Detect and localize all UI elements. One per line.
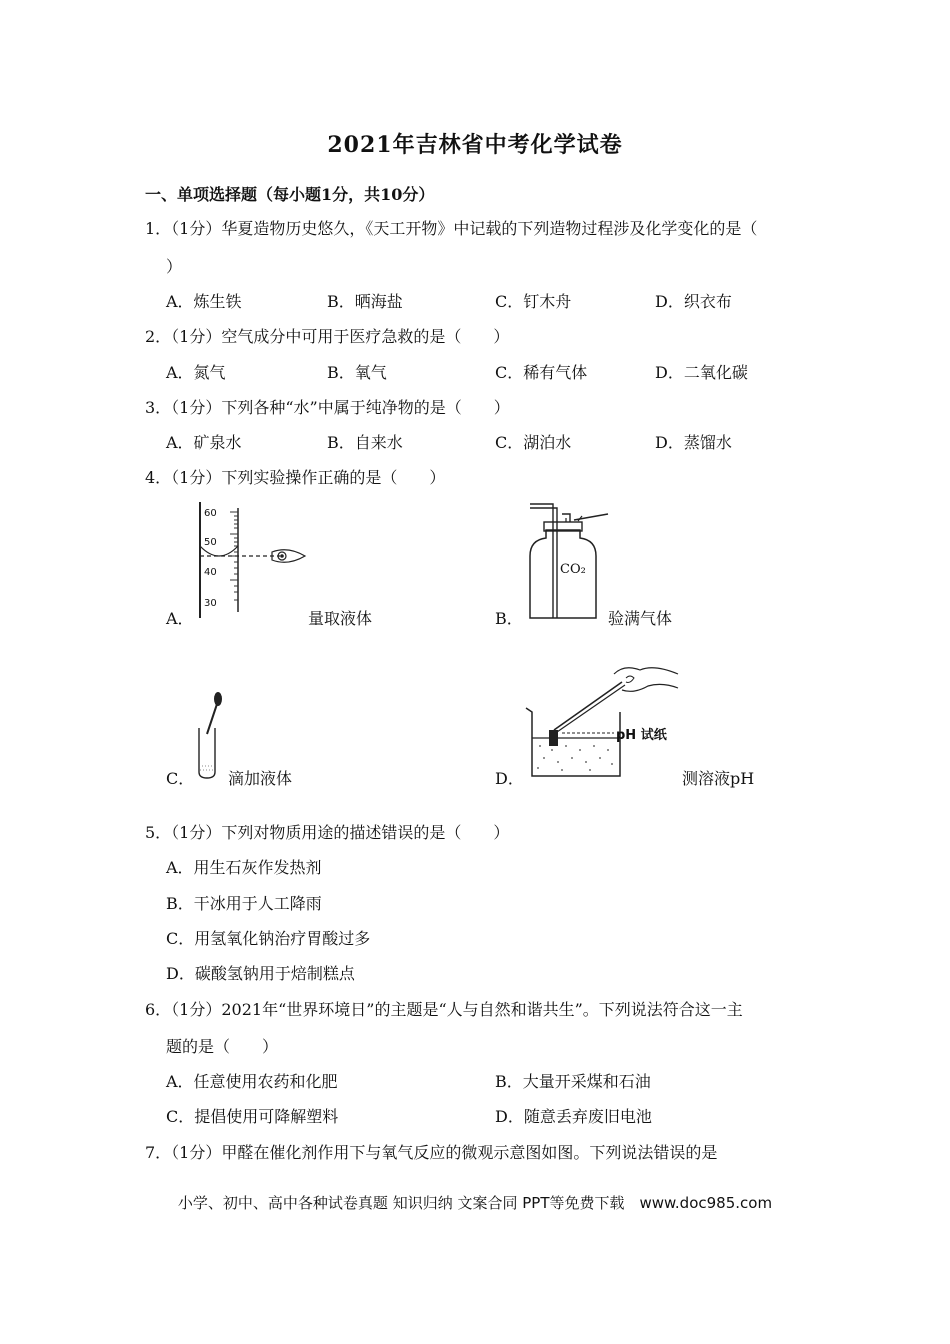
q6-option-d: D．随意丢弃废旧电池 <box>495 1107 652 1126</box>
cylinder-tick-30: 30 <box>204 598 217 609</box>
cylinder-tick-60: 60 <box>204 508 217 519</box>
question-4-text: 4．（1分）下列实验操作正确的是（ ） <box>145 468 446 487</box>
question-1-text: 1．（1分）华夏造物历史悠久，《天工开物》中记载的下列造物过程涉及化学变化的是（ <box>145 219 758 238</box>
q2-option-d: D．二氧化碳 <box>655 363 748 382</box>
q5-option-b: B．干冰用于人工降雨 <box>166 894 322 913</box>
cylinder-tick-50: 50 <box>204 537 217 548</box>
q4-option-d-letter: D． <box>495 769 524 788</box>
q3-option-b: B．自来水 <box>327 433 403 452</box>
q1-option-c: C．钉木舟 <box>495 292 572 311</box>
q4-option-a-letter: A． <box>166 609 194 628</box>
q1-option-b: B．晒海盐 <box>327 292 403 311</box>
q6-option-b: B．大量开采煤和石油 <box>495 1072 651 1091</box>
q1-option-a: A．炼生铁 <box>166 292 242 311</box>
q2-option-b: B．氧气 <box>327 363 387 382</box>
question-1-text-cont: ） <box>166 257 183 276</box>
q4-option-c-caption: 滴加液体 <box>228 769 293 788</box>
q4-option-d-caption: 测溶液pH <box>682 769 755 788</box>
q6-option-c: C．提倡使用可降解塑料 <box>166 1107 339 1126</box>
question-6-text-cont: 题的是（ ） <box>166 1037 279 1056</box>
cylinder-tick-40: 40 <box>204 567 217 578</box>
question-7-text: 7．（1分）甲醛在催化剂作用下与氧气反应的微观示意图如图。下列说法错误的是 <box>145 1143 718 1162</box>
q3-option-a: A．矿泉水 <box>166 433 242 452</box>
q4-option-a-caption: 量取液体 <box>308 609 373 628</box>
q6-option-a: A．任意使用农药和化肥 <box>166 1072 338 1091</box>
dropper-test-tube-figure <box>193 690 229 780</box>
q5-option-d: D．碳酸氢钠用于焙制糕点 <box>166 964 355 983</box>
q4-option-b-caption: 验满气体 <box>608 609 673 628</box>
q5-option-a: A．用生石灰作发热剂 <box>166 858 322 877</box>
bottle-label-co2: CO₂ <box>560 562 586 577</box>
q2-option-a: A．氮气 <box>166 363 226 382</box>
question-3-text: 3．（1分）下列各种“水”中属于纯净物的是（ ） <box>145 398 510 417</box>
q3-option-d: D．蒸馏水 <box>655 433 732 452</box>
question-2-text: 2．（1分）空气成分中可用于医疗急救的是（ ） <box>145 327 510 346</box>
q4-option-b-letter: B． <box>495 609 523 628</box>
q2-option-c: C．稀有气体 <box>495 363 588 382</box>
q4-option-c-letter: C． <box>166 769 195 788</box>
q3-option-c: C．湖泊水 <box>495 433 572 452</box>
section-heading: 一、单项选择题（每小题1分，共10分） <box>145 185 435 204</box>
ph-paper-label: pH 试纸 <box>616 728 667 743</box>
page-title: 2021年吉林省中考化学试卷 <box>327 132 623 158</box>
q1-option-d: D．织衣布 <box>655 292 732 311</box>
page-footer: 小学、初中、高中各种试卷真题 知识归纳 文案合同 PPT等免费下载 www.doc985.com <box>177 1194 773 1212</box>
ph-beaker-figure <box>522 660 682 780</box>
question-6-text: 6．（1分）2021年“世界环境日”的主题是“人与自然和谐共生”。下列说法符合这一主 <box>145 1000 743 1019</box>
q5-option-c: C．用氢氧化钠治疗胃酸过多 <box>166 929 371 948</box>
question-5-text: 5．（1分）下列对物质用途的描述错误的是（ ） <box>145 823 510 842</box>
